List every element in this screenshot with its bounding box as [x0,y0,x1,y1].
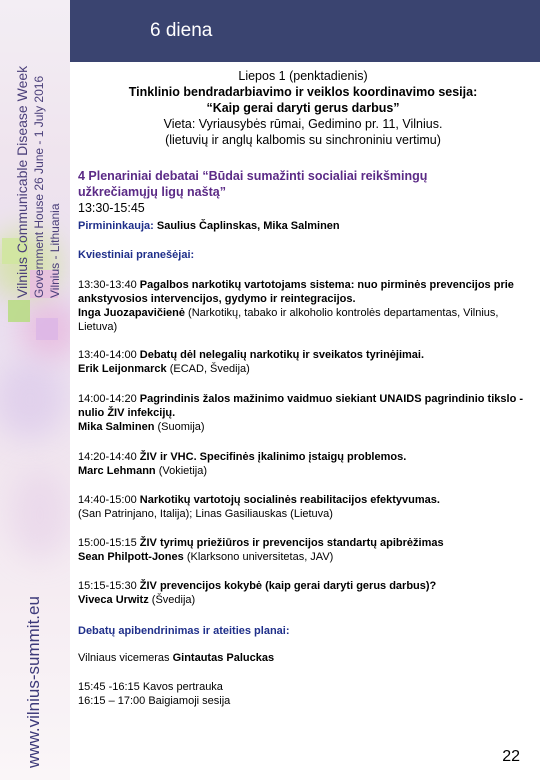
talk-speaker: Inga Juozapavičienė [78,307,185,319]
talk-speaker: Erik Leijonmarck [78,363,167,375]
page-number: 22 [502,748,520,765]
talk-speaker: Marc Lehmann [78,465,156,477]
talk-affiliation: (Narkotikų, tabako ir alkoholio kontrolės departamentas, Vilnius, Lietuva) [78,307,499,333]
talk-affiliation: (Švedija) [151,594,196,606]
event-title-vertical [14,8,30,298]
talk-time: 14:00-14:20 [78,393,137,405]
talk-time: 14:40-15:00 [78,494,137,506]
intro-block [78,68,528,148]
event-location-vertical [48,8,63,298]
plenary-time: 13:30-15:45 [78,201,145,215]
talk-speaker: Sean Philpott-Jones [78,551,184,563]
session-venue: Vieta: Vyriausybės rūmai, Gedimino pr. 11, Vilnius. [163,117,443,131]
talk-title: ŽIV ir VHC. Specifinės įkalinimo įstaigų problemos. [139,451,407,463]
event-line-3: Vilnius - Lithuania [48,203,62,298]
talk-title: ŽIV tyrimų priežiūros ir prevencijos standartų apibrėžimas [139,537,444,549]
decorative-sidebar [0,0,70,780]
closing-label: Debatų apibendrinimas ir ateities planai: [78,625,290,637]
chairs-line [78,219,528,233]
plenary-title-2: užkrečiamųjų ligų naštą” [78,185,226,199]
event-line-2: Government House 26 June - 1 July 2016 [32,75,46,298]
talk-2 [78,348,528,376]
session-language: (lietuvių ir anglų kalbomis su sinchroniniu vertimu) [165,133,441,147]
talk-6 [78,536,528,564]
violet-blob [0,360,65,440]
event-line-1: Vilnius Communicable Disease Week [14,65,30,298]
website-vertical [24,500,44,768]
talk-title: Pagrindinis žalos mažinimo vaidmuo siekiant UNAIDS pagrindinio tikslo - nulio ŽIV infekcijų. [78,393,524,419]
talk-time: 15:00-15:15 [78,537,137,549]
session-title-2: “Kaip gerai daryti gerus darbus” [206,101,400,115]
closing-name: Gintautas Paluckas [172,652,275,664]
talk-time: 13:30-13:40 [78,279,137,291]
talk-4 [78,450,528,478]
talk-affiliation: (Suomija) [157,421,205,433]
talk-time: 14:20-14:40 [78,451,137,463]
invited-label: Kviestiniai pranešėjai: [78,249,195,261]
event-venue-vertical [32,8,47,298]
talk-affiliation: (Klarksono universitetas, JAV) [186,551,334,563]
website-link[interactable]: www.vilnius-summit.eu [24,596,43,768]
talk-time: 15:15-15:30 [78,580,137,592]
talk-7 [78,579,528,607]
lime-square [8,300,30,322]
coffee-break: 15:45 -16:15 Kavos pertrauka [78,681,223,693]
talk-3 [78,392,528,434]
talk-5 [78,493,528,521]
talk-title: ŽIV prevencijos kokybė (kaip gerai daryti gerus darbus)? [139,580,437,592]
plenary-title-1: 4 Plenariniai debatai “Būdai sumažinti socialiai reikšmingų [78,169,428,183]
header-bar [70,0,540,62]
talk-title: Pagalbos narkotikų vartotojams sistema: nuo pirminės prevencijos prie ankstyvosios intervencijos, gydymo ir reintegracijos. [78,279,514,305]
talk-affiliation: (ECAD, Švedija) [169,363,250,375]
talk-speaker: Mika Salminen [78,421,155,433]
talk-time: 13:40-14:00 [78,349,137,361]
plenary-block [78,168,528,233]
talk-affiliation: (San Patrinjano, Italija); Linas Gasiliauskas (Lietuva) [78,508,333,520]
chairs-label: Pirmininkauja: [78,220,154,232]
closing-speaker-line [78,651,528,665]
talk-title: Debatų dėl nelegalių narkotikų ir sveikatos tyrinėjimai. [139,349,425,361]
closing-role: Vilniaus vicemeras [78,652,170,664]
talk-title: Narkotikų vartotojų socialinės reabilitacijos efektyvumas. [139,494,440,506]
talk-affiliation: (Vokietija) [158,465,207,477]
talk-speaker: Viveca Urwitz [78,594,149,606]
final-session: 16:15 – 17:00 Baigiamoji sesija [78,695,231,707]
session-title-1: Tinklinio bendradarbiavimo ir veiklos koordinavimo sesija: [128,85,478,99]
chairs-names: Saulius Čaplinskas, Mika Salminen [156,220,340,232]
intro-date: Liepos 1 (penktadienis) [238,69,368,83]
talk-1 [78,278,528,334]
page-title: 6 diena [150,20,213,41]
purple-square [36,318,58,340]
schedule-end [78,680,528,708]
